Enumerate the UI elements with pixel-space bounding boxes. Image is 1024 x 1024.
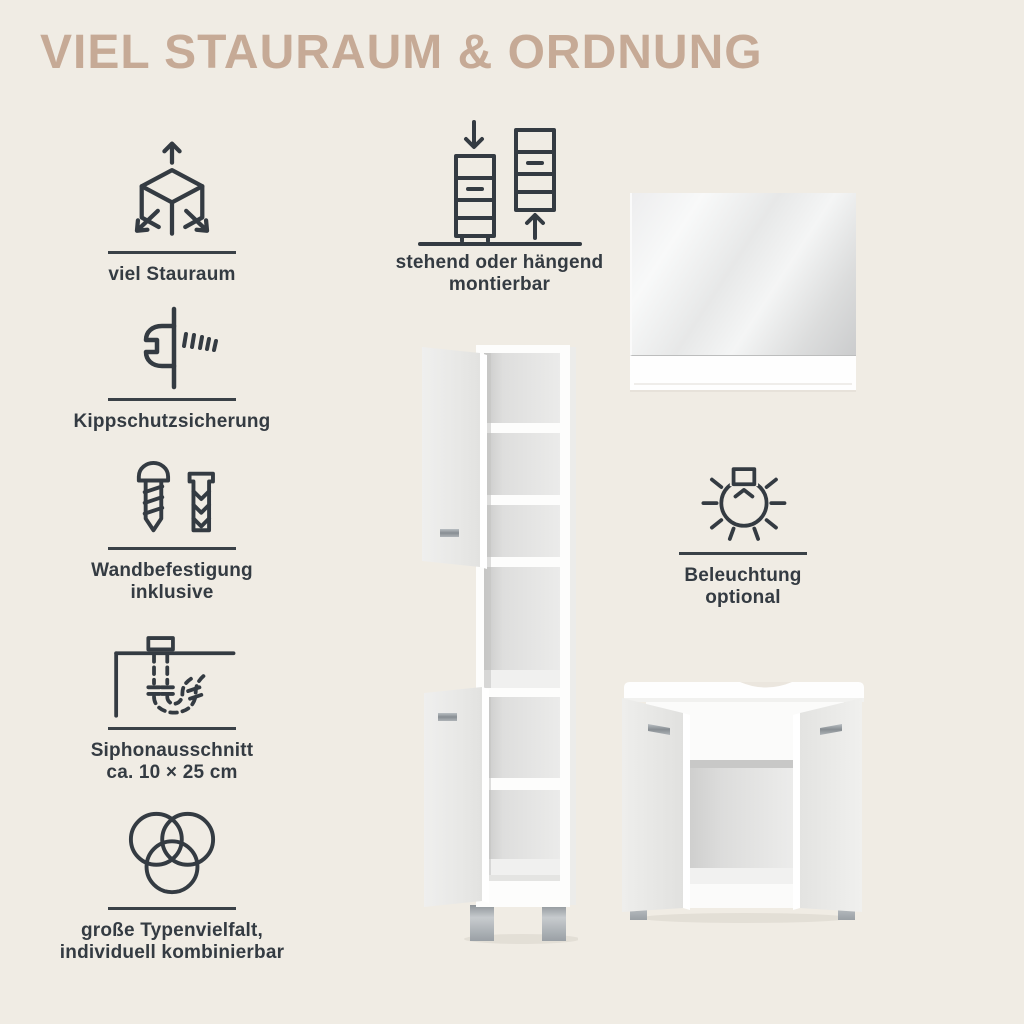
feature-kippschutz: [57, 303, 287, 433]
mirror-glass: [630, 193, 856, 356]
icon-box: [412, 112, 588, 252]
feature-lighting: [628, 463, 858, 610]
washbasin-cabinet-product-image: [620, 672, 870, 924]
feature-siphon: [57, 628, 287, 785]
icon-box: [114, 134, 230, 244]
feature-label: Beleuchtung: [684, 565, 802, 586]
cube-expand-arrows-icon: [114, 138, 230, 244]
divider: [679, 552, 807, 555]
feature-label: inklusive: [130, 582, 214, 604]
lightbulb-rays-icon: [677, 465, 809, 545]
siphon-pipe-icon: [101, 630, 243, 720]
divider: [108, 907, 236, 910]
feature-wandbefestigung: [57, 458, 287, 605]
divider: [108, 251, 236, 254]
wall-anchor-screw-icon: [112, 305, 232, 391]
icon-box: [677, 463, 809, 545]
feature-label: individuell kombinierbar: [59, 942, 285, 964]
icon-box: [113, 458, 231, 540]
overlapping-circles-icon: [113, 808, 231, 900]
page-title: VIEL STAURAUM & ORDNUNG: [40, 26, 763, 79]
icon-box: [113, 806, 231, 900]
feature-label: viel Stauraum: [108, 264, 236, 285]
feature-mounting: [372, 112, 627, 297]
mirror-product-image: [630, 193, 856, 392]
icon-box: [112, 303, 232, 391]
feature-label: stehend oder hängend: [395, 252, 604, 273]
standing-or-hanging-cabinet-icon: [412, 114, 588, 252]
feature-label: Siphonausschnitt: [90, 740, 254, 761]
feature-label: optional: [705, 587, 781, 609]
divider: [108, 547, 236, 550]
feature-typenvielfalt: [57, 806, 287, 965]
feature-label: ca. 10 × 25 cm: [106, 762, 238, 784]
feature-label: montierbar: [448, 274, 551, 296]
divider: [108, 727, 236, 730]
mirror-shelf-base: [630, 356, 856, 392]
feature-label: Kippschutzsicherung: [73, 411, 271, 432]
icon-box: [101, 628, 243, 720]
feature-label: Wandbefestigung: [91, 560, 253, 581]
divider: [108, 398, 236, 401]
screw-and-dowel-icon: [113, 460, 231, 540]
tall-cabinet-product-image: [418, 345, 578, 945]
feature-label: große Typenvielfalt,: [80, 920, 264, 941]
feature-viel-stauraum: [57, 134, 287, 286]
